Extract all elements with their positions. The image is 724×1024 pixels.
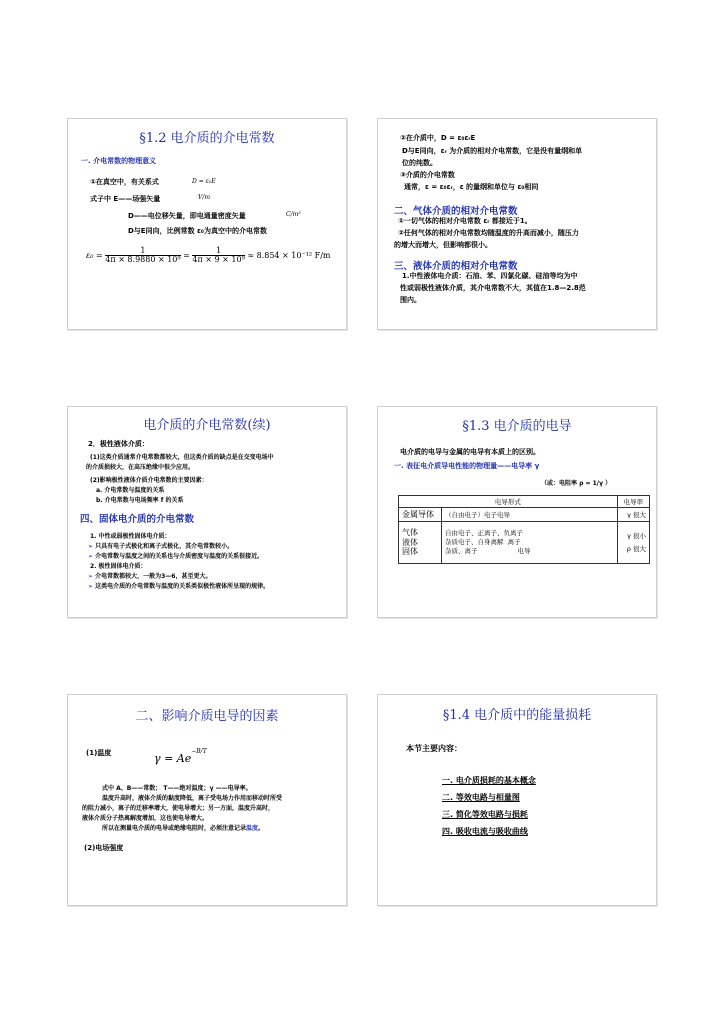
arrow-bullet-icon: ➢ <box>88 583 94 590</box>
toc-link[interactable]: 二. 等效电路与相量图 <box>442 793 520 802</box>
text-line: 式中 A、B——常数； T——绝对温度；γ ——电导率。 <box>102 785 252 792</box>
arrow-bullet-icon: ➢ <box>88 553 94 560</box>
text-line: a. 介电常数与温度的关系 <box>96 487 165 494</box>
cell-line: 自由电子、正离子、负离子 <box>445 529 523 538</box>
conductivity-equation <box>154 748 207 765</box>
cell-text: 杂质、离子 <box>445 546 478 555</box>
bullet-item <box>88 571 211 580</box>
numerator: 1 <box>105 247 180 256</box>
text-line: 性或弱极性液体介质，其介电常数不大，其值在1.8—2.8范 <box>400 284 586 292</box>
text-line: (2)电场强度 <box>84 844 124 852</box>
arrow-bullet-icon: ➢ <box>88 573 94 580</box>
text-line: (2)影响极性液体介质介电常数的主要因素： <box>90 477 208 484</box>
slide-5 <box>67 694 347 906</box>
cell-text: 电导 <box>517 546 531 555</box>
table-header: 电导形式 <box>399 496 618 508</box>
cell-line: γ 很小 <box>627 531 646 540</box>
section-heading: 三、液体介质的相对介电常数 <box>394 261 518 272</box>
table-header: 电导率 <box>617 496 649 508</box>
slide-title: 二、影响介质电导的因素 <box>135 709 279 724</box>
bullet-item <box>88 541 233 550</box>
numerator: 1 <box>192 247 244 256</box>
text-line: 1.中性液体电介质：石油、苯、四氯化碳、硅油等均为中 <box>402 272 578 280</box>
text-line: b. 介电常数与电场频率 f 的关系 <box>96 497 184 504</box>
arrow-bullet-icon: ➢ <box>88 543 94 550</box>
medium-gas: 气体 <box>402 528 418 538</box>
bullet-text: 只具有电子式极化和离子式极化，其介电常数较小。 <box>95 543 234 550</box>
equals: = <box>183 250 190 260</box>
text-line: 式子中 E——场强矢量 <box>90 195 161 203</box>
section-heading: 一. 表征电介质导电性能的物理量——电导率 γ <box>394 462 540 470</box>
text-line: 2．极性液体介质： <box>88 440 149 448</box>
equation: D = ε₀E <box>192 178 216 185</box>
denominator: 4π × 9 × 10⁹ <box>192 255 245 265</box>
table-cell: （自由电子）电子电导 <box>442 508 618 522</box>
fraction <box>105 247 180 265</box>
section-heading: 四、固体电介质的介电常数 <box>80 514 195 525</box>
text-line: (1)温度 <box>86 749 112 757</box>
cell-line: ρ 很大 <box>626 544 646 553</box>
table-row <box>399 508 650 522</box>
bullet-text: 介电常数都较大，一般为3—6，甚至更大。 <box>95 573 212 580</box>
text-line: 液体介质分子热离解度增加，这也使电导增大。 <box>82 815 209 822</box>
text-line: 的阻力减小，离子的迁移率增大，使电导增大；另一方面，温度升高时， <box>82 805 275 812</box>
medium-liquid: 液体 <box>402 537 418 547</box>
epsilon-formula <box>86 247 331 265</box>
slide-3 <box>67 406 347 618</box>
text-line: ②任何气体的相对介电常数均随温度的升高而减小，随压力 <box>398 229 579 237</box>
bullet-text: 介电常数与温度之间的关系也与介质密度与温度的关系很接近。 <box>95 553 264 560</box>
text-line: 1. 中性或弱极性固体电介质： <box>90 533 171 540</box>
slide-title: §1.3 电介质的电导 <box>462 419 572 434</box>
slide-1 <box>67 118 347 330</box>
unit: C/m² <box>286 211 301 218</box>
formula-lhs: ε₀ = <box>86 250 103 260</box>
bullet-item <box>88 551 263 560</box>
denominator: 4π × 8.9880 × 10⁹ <box>105 255 181 265</box>
highlight-text: 温度 <box>246 825 259 832</box>
text-line: 电介质的电导与金属的电导有本质上的区别。 <box>400 448 540 456</box>
approx-value: ≈ 8.854 × 10⁻¹² F/m <box>247 250 331 260</box>
cell-text: 离子 <box>507 538 521 547</box>
text-line: 本节主要内容： <box>406 744 462 753</box>
slide-title: §1.4 电介质中的能量损耗 <box>442 708 592 723</box>
equation-exponent: −B/T <box>191 748 207 756</box>
conduction-table <box>398 495 650 564</box>
slide-4 <box>377 406 657 618</box>
text-line: ①在真空中，有关系式 <box>90 178 159 186</box>
text-line: D与E同向，比例常数 ε₀为真空中的介电常数 <box>128 227 267 235</box>
text-line: ①一切气体的相对介电常数 εᵣ 都接近于1。 <box>398 217 532 225</box>
text-part: 所以在测量电介质的电导或绝缘电阻时，必须注意记录 <box>102 825 247 832</box>
text-line: 通常，ε = ε₀εᵣ，ε 的量纲和单位与 ε₀相同 <box>404 183 539 191</box>
toc-link[interactable]: 三. 简化等效电路与损耗 <box>442 810 528 819</box>
bullet-item <box>88 581 269 590</box>
text-line: (1)这类介质通常介电常数都较大，但这类介质的缺点是在交变电场中 <box>90 454 274 461</box>
text-line: D与E同向，εᵣ 为介质的相对介电常数，它是没有量纲和单 <box>402 147 583 155</box>
resistivity-note: （或：电阻率 ρ = 1/γ ） <box>541 480 612 487</box>
slide-2 <box>377 118 657 330</box>
table-row <box>399 522 650 564</box>
text-line: 围内。 <box>400 296 421 304</box>
medium-solid: 固体 <box>402 547 418 557</box>
section-heading: 一. 介电常数的物理意义 <box>81 157 157 165</box>
table-cell: γ 很大 <box>617 508 649 522</box>
toc-link[interactable]: 一. 电介质损耗的基本概念 <box>442 776 536 785</box>
slide-title: 电介质的介电常数(续) <box>143 418 271 433</box>
slide-title: §1.2 电介质的介电常数 <box>139 131 275 146</box>
text-line: D——电位移矢量，即电通量密度矢量 <box>128 212 246 220</box>
table-cell <box>399 522 442 564</box>
unit: V/m <box>198 194 211 201</box>
table-cell <box>617 522 649 564</box>
table-header-row <box>399 496 650 508</box>
cell-text: 杂质电子、自身离解 <box>445 538 504 547</box>
slide-6 <box>377 694 657 906</box>
text-line: 2. 极性固体电介质： <box>90 563 147 570</box>
fraction <box>192 247 244 265</box>
text-line: 的增大而增大，但影响都很小。 <box>394 241 492 249</box>
section-heading: 二、气体介质的相对介电常数 <box>394 206 518 217</box>
toc-link[interactable]: 四. 吸收电流与吸收曲线 <box>442 827 528 836</box>
text-line: 温度升高时，液体介质的黏度降低，离子受电场力作用而移动时所受 <box>102 795 283 802</box>
equation-base: γ = Ae <box>154 752 192 765</box>
text-line: ②在介质中，D = ε₀εᵣE <box>400 134 476 142</box>
bullet-text: 这类电介质的介电常数与温度的关系类似极性液体所呈现的规律。 <box>95 583 270 590</box>
text-line <box>102 823 264 832</box>
cell-line <box>445 547 614 556</box>
cell-line <box>445 538 614 547</box>
text-part: 。 <box>258 825 265 832</box>
text-line: 位的纯数。 <box>402 159 437 167</box>
table-cell: 金属导体 <box>399 508 442 522</box>
table-cell <box>442 522 618 564</box>
text-line: ③介质的介电常数 <box>400 171 455 179</box>
text-line: 的介质损较大，在高压绝缘中很少应用。 <box>86 464 195 471</box>
